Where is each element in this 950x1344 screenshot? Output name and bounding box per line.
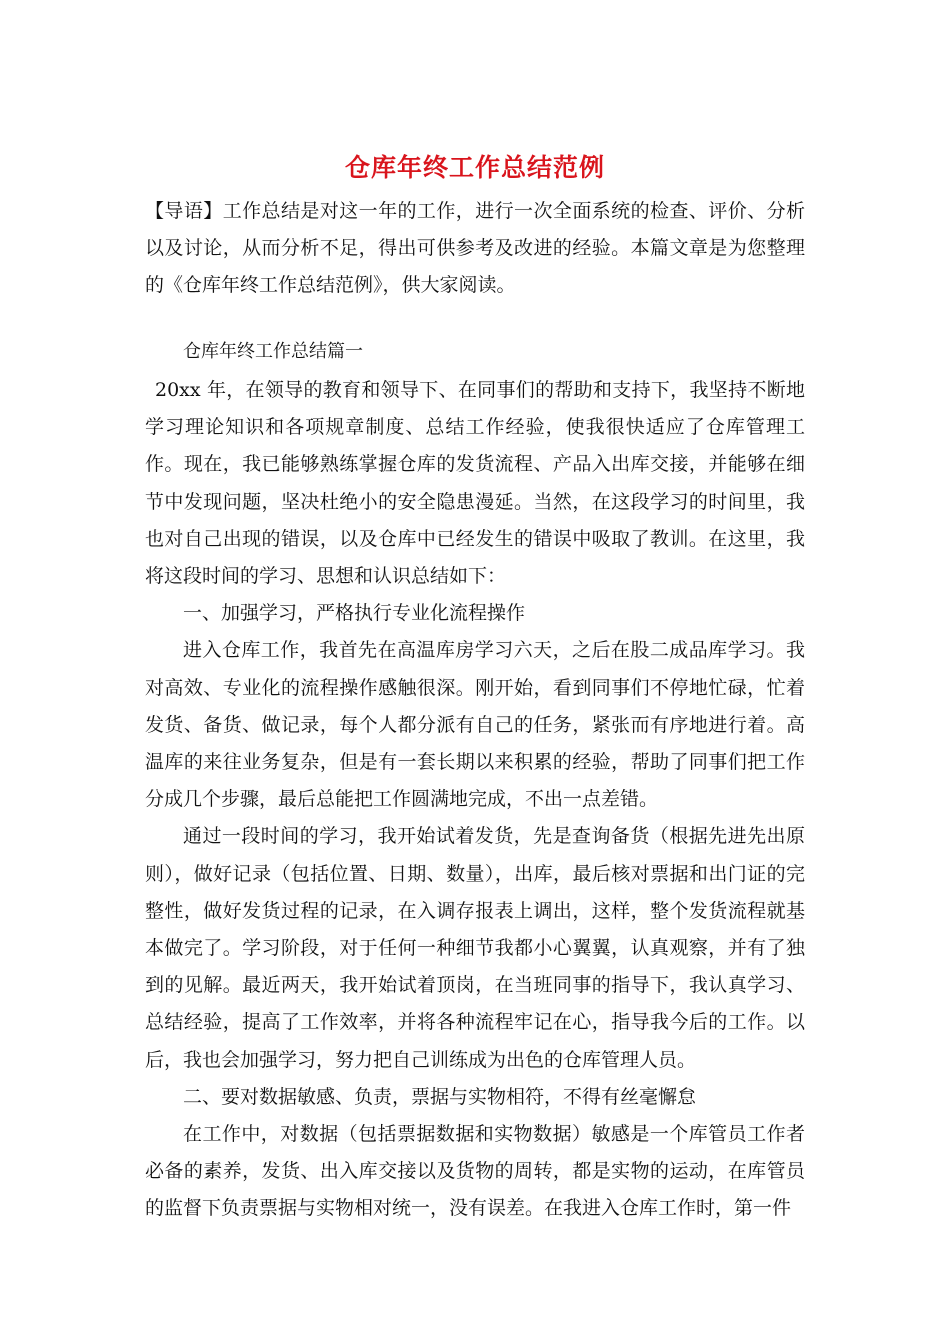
- body-paragraph: 通过一段时间的学习，我开始试着发货，先是查询备货（根据先进先出原则），做好记录（包括位置、日期、数量），出库，最后核对票据和出门证的完整性，做好发货过程的记录，在入调存报表上调出，这样，整个发货流程就基本做完了。学习阶段，对于任何一种细节我都小心翼翼，认真观察，并有了独到的见解。最近两天，我开始试着顶岗，在当班同事的指导下，我认真学习、总结经验，提高了工作效率，并将各种流程牢记在心，指导我今后的工作。以后，我也会加强学习，努力把自己训练成为出色的仓库管理人员。: [145, 825, 805, 1071]
- body-paragraph: 20xx 年，在领导的教育和领导下、在同事们的帮助和支持下，我坚持不断地学习理论知识和各项规章制度、总结工作经验，使我很快适应了仓库管理工作。现在，我已能够熟练掌握仓库的发货流程、产品入出库交接，并能够在细节中发现问题，坚决杜绝小的安全隐患漫延。当然，在这段学习的时间里，我也对自己出现的错误，以及仓库中已经发生的错误中吸取了教训。在这里，我将这段时间的学习、思想和认识总结如下：: [145, 379, 805, 588]
- section-heading: 仓库年终工作总结篇一: [183, 341, 363, 362]
- document-title: 仓库年终工作总结范例: [344, 153, 605, 182]
- document-body: [145, 372, 805, 1228]
- subheading-1: 一、加强学习，严格执行专业化流程操作: [183, 602, 526, 625]
- body-paragraph: 在工作中，对数据（包括票据数据和实物数据）敏感是一个库管员工作者必备的素养，发货、出入库交接以及货物的周转，都是实物的运动，在库管员的监督下负责票据与实物相对统一，没有误差。在我进入仓库工作时，第一件: [145, 1123, 805, 1220]
- body-paragraph: 进入仓库工作，我首先在高温库房学习六天，之后在股二成品库学习。我对高效、专业化的流程操作感触很深。刚开始，看到同事们不停地忙碌，忙着发货、备货、做记录，每个人都分派有自己的任务，紧张而有序地进行着。高温库的来往业务复杂，但是有一套长期以来积累的经验，帮助了同事们把工作分成几个步骤，最后总能把工作圆满地完成，不出一点差错。: [145, 639, 805, 811]
- intro-paragraph: 【导语】工作总结是对这一年的工作，进行一次全面系统的检查、评价、分析以及讨论，从而分析不足，得出可供参考及改进的经验。本篇文章是为您整理的《仓库年终工作总结范例》，供大家阅读。: [145, 200, 805, 296]
- subheading-2: 二、要对数据敏感、负责，票据与实物相符，不得有丝毫懈怠: [183, 1085, 697, 1108]
